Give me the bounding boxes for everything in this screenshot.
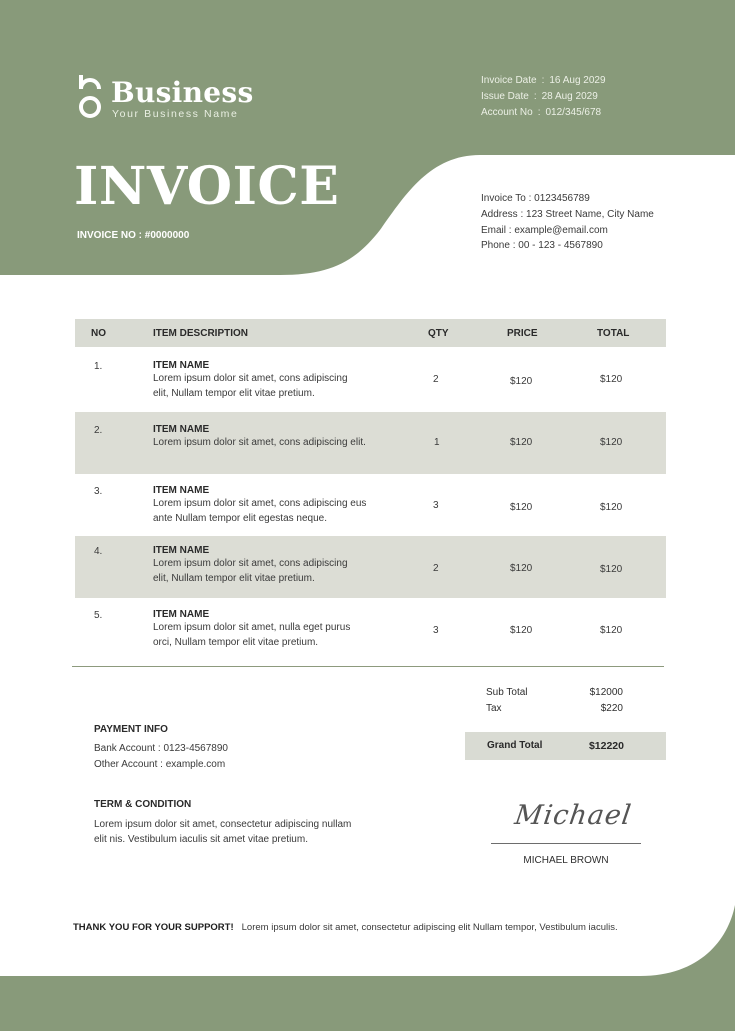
row-description: [153, 609, 350, 650]
grand-total-box: [465, 732, 666, 760]
item-desc-line: Lorem ipsum dolor sit amet, cons adipiscing eus: [153, 498, 367, 509]
row-total: $120: [600, 437, 623, 448]
payment-info-heading: PAYMENT INFO: [94, 724, 168, 735]
brand-name: Business: [111, 76, 254, 109]
invoice-to: Invoice To : 0123456789: [481, 193, 590, 204]
client-email: Email : example@email.com: [481, 225, 608, 236]
table-row: [75, 536, 666, 598]
item-name: ITEM NAME: [153, 545, 210, 556]
item-desc-line: Lorem ipsum dolor sit amet, cons adipiscing elit.: [153, 437, 366, 448]
row-qty: 2: [433, 563, 439, 574]
grand-total-value: $12220: [588, 740, 624, 752]
header-price: PRICE: [507, 328, 538, 339]
terms-heading: TERM & CONDITION: [94, 799, 192, 810]
item-desc-line: Lorem ipsum dolor sit amet, nulla eget purus: [153, 622, 351, 633]
table-row: [75, 412, 666, 474]
row-price: $120: [510, 563, 533, 574]
row-description: [153, 360, 348, 401]
row-no: 1.: [94, 361, 103, 372]
table-row: [75, 347, 666, 412]
issue-date-value: 28 Aug 2029: [541, 91, 598, 102]
item-desc-line: ante Nullam tempor elit egestas neque.: [153, 513, 327, 524]
account-no-value: 012/345/678: [545, 107, 602, 118]
signature: Michael: [512, 800, 634, 831]
row-qty: 1: [434, 437, 440, 448]
client-phone: Phone : 00 - 123 - 4567890: [481, 240, 603, 251]
grand-total-label: Grand Total: [487, 740, 543, 751]
tax-value: $220: [600, 703, 623, 714]
row-no: 3.: [94, 486, 103, 497]
brand-tagline: Your Business Name: [112, 108, 239, 120]
terms-line: Lorem ipsum dolor sit amet, consectetur adipiscing nullam: [94, 819, 352, 830]
item-desc-line: Lorem ipsum dolor sit amet, cons adipiscing: [153, 558, 348, 569]
row-price: $120: [510, 437, 533, 448]
row-qty: 2: [433, 374, 439, 385]
thanks-text: THANK YOU FOR YOUR SUPPORT!: [73, 922, 234, 933]
header-description: ITEM DESCRIPTION: [153, 328, 249, 339]
issue-date: Issue Date : 28 Aug 2029: [481, 91, 598, 102]
row-total: $120: [600, 374, 623, 385]
table-header: [75, 319, 666, 347]
invoice-date: Invoice Date : 16 Aug 2029: [481, 75, 606, 86]
row-description: [153, 485, 366, 526]
bank-account: Bank Account : 0123-4567890: [94, 743, 228, 754]
subtotal-value: $12000: [589, 687, 623, 698]
table-row: [75, 474, 666, 536]
invoice-number: INVOICE NO : #0000000: [77, 230, 190, 241]
tax-label: Tax: [486, 703, 502, 714]
item-desc-line: orci, Nullam tempor elit vitae pretium.: [153, 637, 319, 648]
issue-date-label: Issue Date: [481, 91, 529, 102]
terms-line: elit nis. Vestibulum iaculis sit amet vitae pretium.: [94, 834, 308, 845]
row-price: $120: [510, 502, 533, 513]
signatory-name: MICHAEL BROWN: [523, 855, 609, 866]
item-desc-line: elit, Nullam tempor elit vitae pretium.: [153, 388, 315, 399]
table-divider: [72, 666, 664, 667]
item-desc-line: elit, Nullam tempor elit vitae pretium.: [153, 573, 315, 584]
row-total: $120: [600, 625, 623, 636]
row-qty: 3: [433, 625, 439, 636]
subtotal-label: Sub Total: [486, 687, 528, 698]
footer-text: Lorem ipsum dolor sit amet, consectetur adipiscing elit Nullam tempor, Vestibulum iaculis.: [241, 922, 618, 933]
item-name: ITEM NAME: [153, 609, 210, 620]
item-name: ITEM NAME: [153, 485, 210, 496]
row-total: $120: [600, 502, 623, 513]
row-no: 2.: [94, 425, 103, 436]
item-name: ITEM NAME: [153, 360, 210, 371]
row-description: [153, 545, 348, 586]
business-logo-icon: [76, 74, 104, 120]
invoice-date-value: 16 Aug 2029: [549, 75, 606, 86]
item-desc-line: Lorem ipsum dolor sit amet, cons adipiscing: [153, 373, 348, 384]
row-total: $120: [600, 564, 623, 575]
table-row: [75, 598, 666, 662]
other-account: Other Account : example.com: [94, 759, 226, 770]
row-price: $120: [510, 376, 533, 387]
items-table: [75, 319, 666, 662]
item-name: ITEM NAME: [153, 424, 210, 435]
row-description: [153, 424, 366, 450]
header-total: TOTAL: [597, 328, 630, 339]
invoice-title: INVOICE: [74, 156, 340, 217]
client-address: Address : 123 Street Name, City Name: [481, 209, 654, 220]
header-qty: QTY: [428, 328, 449, 339]
row-qty: 3: [433, 500, 439, 511]
invoice-date-label: Invoice Date: [481, 75, 537, 86]
account-no: Account No : 012/345/678: [481, 107, 602, 118]
signature-line: [491, 843, 641, 844]
account-no-label: Account No: [481, 107, 533, 118]
row-no: 4.: [94, 546, 103, 557]
row-price: $120: [510, 625, 533, 636]
row-no: 5.: [94, 610, 103, 621]
header-no: NO: [91, 328, 106, 339]
footer-note: [73, 922, 618, 933]
